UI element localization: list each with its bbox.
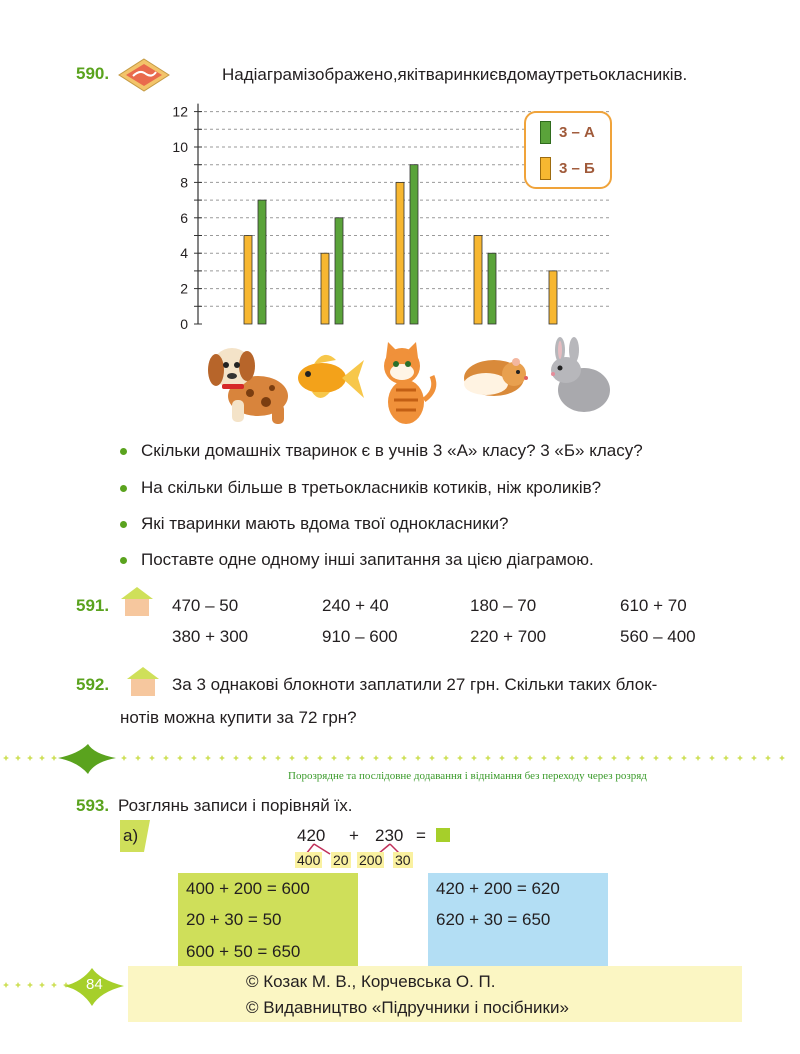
divider-star xyxy=(27,755,33,761)
question-text: На скільки більше в третьокласників котиків, ніж кроликів? xyxy=(141,478,602,497)
part-30: 30 xyxy=(395,852,411,868)
divider-star xyxy=(345,755,351,761)
exercise-592-number: 592. xyxy=(76,675,110,694)
green-solution-box xyxy=(178,873,358,969)
answer-box xyxy=(436,828,450,842)
expr-591-2: 240 + 40 xyxy=(322,596,389,615)
part-200: 200 xyxy=(359,852,383,868)
exercise-593-title: Розглянь записи і порівняй їх. xyxy=(118,796,353,815)
divider-star xyxy=(457,755,463,761)
divider-star xyxy=(15,982,21,988)
divider-star xyxy=(191,755,197,761)
blue-line-1: 420 + 200 = 620 xyxy=(436,879,560,898)
house-icon xyxy=(126,666,160,696)
cat-image xyxy=(372,340,440,426)
divider-star xyxy=(625,755,631,761)
divider-star xyxy=(163,755,169,761)
divider-star xyxy=(653,755,659,761)
divider-star xyxy=(709,755,715,761)
copyright-footer xyxy=(128,966,742,1022)
divider-star xyxy=(205,755,211,761)
bullet-icon xyxy=(120,557,127,564)
exercise-592-line-2: нотів можна купити за 72 грн? xyxy=(120,708,357,727)
divider-star xyxy=(443,755,449,761)
divider-star xyxy=(3,755,9,761)
expr-591-1: 470 – 50 xyxy=(172,596,239,615)
y-tick-label: 4 xyxy=(180,245,188,262)
divider-star xyxy=(261,755,267,761)
part-400: 400 xyxy=(297,852,321,868)
divider-star xyxy=(527,755,533,761)
divider-star xyxy=(541,755,547,761)
bar-dog-3a xyxy=(258,200,266,324)
bar-dog-3b xyxy=(244,236,252,325)
plus-sign: + xyxy=(349,826,359,845)
divider-star xyxy=(765,755,771,761)
exercise-590-title: Надіаграмізображено,якітваринкиєвдомаутретьокласників. xyxy=(222,65,688,84)
exercise-593-number: 593. xyxy=(76,796,110,815)
question-4 xyxy=(120,550,594,570)
divider-star xyxy=(51,755,57,761)
part-20: 20 xyxy=(333,852,349,868)
divider-star xyxy=(39,755,45,761)
chart-legend xyxy=(524,111,612,189)
question-text: Поставте одне одному інші запитання за цією діаграмою. xyxy=(141,550,594,569)
y-tick-label: 8 xyxy=(180,174,188,191)
divider-star xyxy=(219,755,225,761)
house-icon xyxy=(120,586,154,616)
bar-fish-3b xyxy=(321,253,329,324)
green-line-1: 400 + 200 = 600 xyxy=(186,879,310,898)
divider-star xyxy=(639,755,645,761)
divider-star xyxy=(373,755,379,761)
divider-star xyxy=(359,755,365,761)
divider-star xyxy=(681,755,687,761)
bar-rabbit-3b xyxy=(549,271,557,324)
question-text: Які тваринки мають вдома твої однокласники? xyxy=(141,514,509,533)
divider-star xyxy=(317,755,323,761)
operand-a: 420 xyxy=(297,826,326,845)
question-2 xyxy=(120,478,601,498)
exercise-590-number: 590. xyxy=(76,64,110,83)
divider-star xyxy=(233,755,239,761)
part-a-label: а) xyxy=(123,826,139,845)
divider-star xyxy=(3,982,9,988)
divider-star xyxy=(275,755,281,761)
copyright-line-2: © Видавництво «Підручники і посібники» xyxy=(246,998,569,1017)
divider-star xyxy=(401,755,407,761)
bar-cat-3b xyxy=(396,182,404,324)
divider-star xyxy=(135,755,141,761)
divider-star xyxy=(513,755,519,761)
divider-star xyxy=(723,755,729,761)
section-title: Порозрядне та послідовне додавання і віднімання без переходу через розряд xyxy=(288,770,647,782)
divider-star xyxy=(555,755,561,761)
question-text: Скільки домашніх тваринок є в учнів 3 «А» класу? 3 «Б» класу? xyxy=(141,441,643,460)
divider-star xyxy=(611,755,617,761)
page-number: 84 xyxy=(86,976,103,993)
divider-star xyxy=(15,755,21,761)
expr-591-3: 180 – 70 xyxy=(470,596,537,615)
bar-hamster-3b xyxy=(474,236,482,325)
divider-star xyxy=(737,755,743,761)
divider-star xyxy=(429,755,435,761)
green-line-2: 20 + 30 = 50 xyxy=(186,910,282,929)
y-tick-label: 2 xyxy=(180,280,188,297)
exercise-591-number: 591. xyxy=(76,596,110,615)
expr-591-4: 610 + 70 xyxy=(620,596,687,615)
bullet-icon xyxy=(120,521,127,528)
divider-star xyxy=(331,755,337,761)
bullet-icon xyxy=(120,448,127,455)
divider-star xyxy=(695,755,701,761)
copyright-line-1: © Козак М. В., Корчевська О. П. xyxy=(246,972,496,991)
legend-label-3b: 3 – Б xyxy=(559,160,595,177)
y-tick-label: 10 xyxy=(172,139,188,155)
bar-fish-3a xyxy=(335,218,343,324)
divider-star xyxy=(569,755,575,761)
legend-swatch-3a xyxy=(540,121,551,144)
expr-591-5: 380 + 300 xyxy=(172,627,249,646)
divider-star xyxy=(121,755,127,761)
divider-star xyxy=(583,755,589,761)
bar-cat-3a xyxy=(410,165,418,324)
question-1 xyxy=(120,441,643,461)
legend-item-3b xyxy=(540,157,595,180)
divider-star xyxy=(39,982,45,988)
hamster-image xyxy=(456,350,528,400)
legend-item-3a xyxy=(540,121,595,144)
divider-star xyxy=(247,755,253,761)
fish-image xyxy=(292,346,366,408)
question-3 xyxy=(120,514,508,534)
expr-591-6: 910 – 600 xyxy=(322,627,398,646)
exercise-592-line-1: За 3 однакові блокноти заплатили 27 грн. Скільки таких блок- xyxy=(172,675,658,694)
divider-star xyxy=(51,982,57,988)
divider-star xyxy=(485,755,491,761)
divider-star xyxy=(387,755,393,761)
divider-star xyxy=(415,755,421,761)
bullet-icon xyxy=(120,485,127,492)
expr-591-7: 220 + 700 xyxy=(470,627,547,646)
divider-star xyxy=(177,755,183,761)
bar-hamster-3a xyxy=(488,253,496,324)
divider-star xyxy=(289,755,295,761)
blue-line-2: 620 + 30 = 650 xyxy=(436,910,551,929)
divider-star xyxy=(667,755,673,761)
divider-star xyxy=(751,755,757,761)
divider-star xyxy=(499,755,505,761)
blue-solution-box xyxy=(428,873,608,969)
divider-star xyxy=(27,982,33,988)
expr-591-8: 560 – 400 xyxy=(620,627,696,646)
divider-star xyxy=(779,755,785,761)
equals-sign: = xyxy=(416,826,426,845)
divider-star xyxy=(597,755,603,761)
legend-swatch-3b xyxy=(540,157,551,180)
y-tick-label: 0 xyxy=(180,316,188,332)
operand-b: 230 xyxy=(375,826,404,845)
divider-star xyxy=(149,755,155,761)
legend-label-3a: 3 – А xyxy=(559,124,595,141)
diamond-icon xyxy=(118,58,170,97)
dog-image xyxy=(202,338,294,426)
divider-star xyxy=(303,755,309,761)
green-line-3: 600 + 50 = 650 xyxy=(186,942,301,961)
y-tick-label: 12 xyxy=(172,103,188,120)
rabbit-image xyxy=(540,336,620,416)
divider-star xyxy=(471,755,477,761)
y-tick-label: 6 xyxy=(180,209,188,226)
